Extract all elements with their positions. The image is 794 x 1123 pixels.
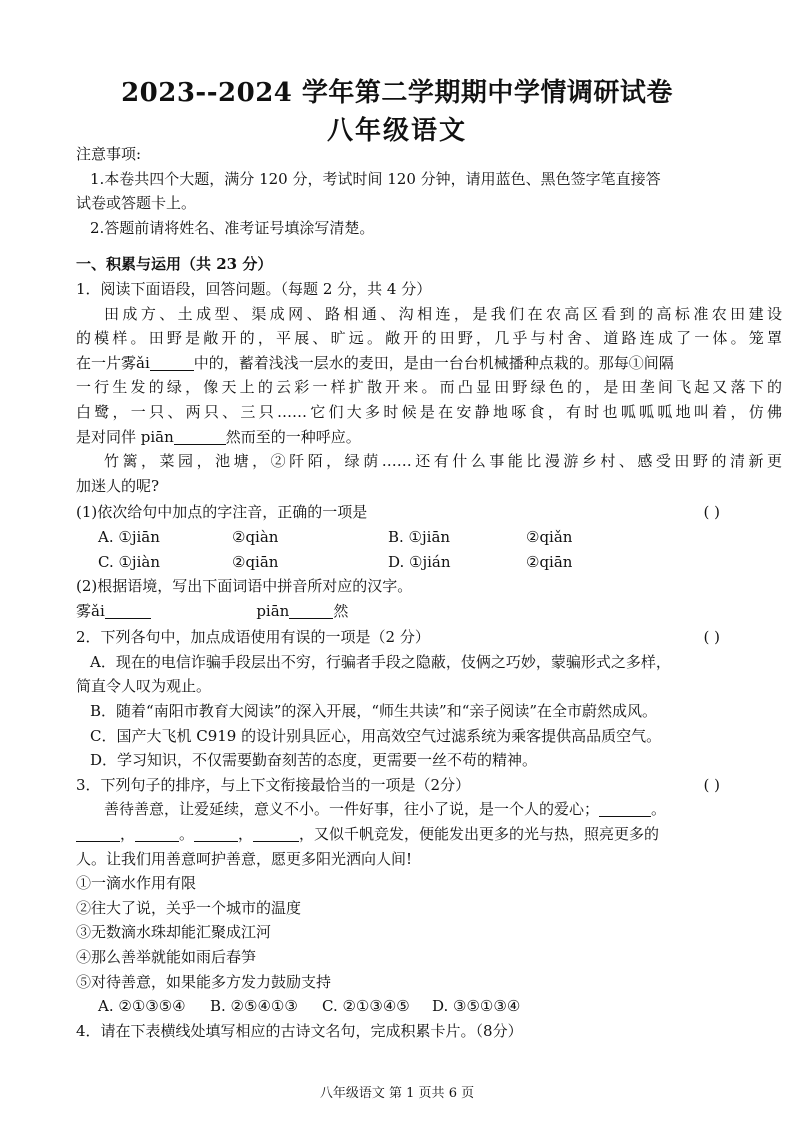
q1-sub1-text: (1)依次给句中加点的字注音，正确的一项是 bbox=[76, 503, 368, 522]
q2-option-c[interactable]: C．国产大飞机 C919 的设计别具匠心，用高效空气过滤系统为乘客提供高品质空气。 bbox=[90, 726, 662, 745]
q2-option-a[interactable]: A．现在的电信诈骗手段层出不穷，行骗者手段之隐蔽，伎俩之巧妙，蒙骗形式之多样， bbox=[90, 652, 671, 671]
q1-stem: 1．阅读下面语段，回答问题。（每题 2 分，共 4 分） bbox=[76, 279, 432, 298]
q1-passage-text: 中的，蓄着浅浅一层水的麦田，是由一台台机械播种点栽的。那每①间隔 bbox=[193, 353, 674, 372]
q1-option-a-2: ②qiàn bbox=[232, 527, 279, 546]
q3-blank-1[interactable] bbox=[599, 800, 651, 817]
q1-option-c[interactable]: C. ①jiàn bbox=[98, 552, 160, 571]
q1-option-b[interactable]: B. ①jiān bbox=[388, 527, 451, 546]
q3-item: ②往大了说，关乎一个城市的温度 bbox=[76, 898, 302, 917]
q3-blank-2[interactable] bbox=[76, 825, 120, 842]
q1-passage-line: 竹篱，菜园，池塘，②阡陌，绿荫……还有什么事能比漫游乡村、感受田野的清新更 bbox=[104, 452, 782, 471]
exam-body bbox=[76, 142, 782, 1043]
q2-stem-row bbox=[76, 625, 782, 650]
q1-option-c-2: ②qiān bbox=[232, 552, 279, 571]
q2-option-b[interactable]: B．随着“南阳市教育大阅读”的深入开展，“师生共读”和“亲子阅读”在全市蔚然成风。 bbox=[90, 702, 658, 721]
q2-option-a-line-2: 简直令人叹为观止。 bbox=[76, 677, 212, 696]
q3-stem-row bbox=[76, 773, 782, 798]
section-1-heading: 一、积累与运用（共 23 分） bbox=[76, 255, 273, 274]
q3-text-line-1 bbox=[76, 797, 782, 822]
q3-text-line-3: 人。让我们用善意呵护善意，愿更多阳光洒向人间! bbox=[76, 849, 413, 868]
q3-stem: 3．下列句子的排序，与上下文衔接最恰当的一项是（2分） bbox=[76, 775, 471, 794]
q1-sub1 bbox=[76, 500, 782, 525]
q3-item: ④那么善举就能如雨后春笋 bbox=[76, 948, 257, 966]
q3-text-end: 。 bbox=[651, 800, 667, 819]
q1-option-d-2: ②qiān bbox=[526, 552, 573, 571]
q3-option-d[interactable]: D. ③⑤①③④ bbox=[432, 997, 521, 1016]
q1-sub2: (2)根据语境，写出下面词语中拼音所对应的汉字。 bbox=[76, 577, 413, 596]
q3-text-line-2 bbox=[76, 822, 782, 847]
q2-answer-paren[interactable]: ( ) bbox=[703, 628, 720, 647]
q1-sub1-options-row-2 bbox=[76, 550, 782, 575]
q2-stem: 2．下列各句中，加点成语使用有误的一项是（2 分） bbox=[76, 628, 430, 647]
q3-options bbox=[76, 994, 782, 1019]
q3-text: 善待善意，让爱延续，意义不小。一件好事，往小了说，是一个人的爱心； bbox=[104, 800, 600, 819]
q1-passage-line: 加迷人的呢? bbox=[76, 476, 160, 495]
q1-sub2-prefix-2: piān bbox=[256, 601, 290, 620]
exam-title: 2023--2024 学年第二学期期中学情调研试卷 bbox=[121, 78, 673, 108]
q1-sub1-options-row-1 bbox=[76, 525, 782, 550]
q3-option-b[interactable]: B. ②⑤④①③ bbox=[210, 997, 298, 1016]
q1-option-d[interactable]: D. ①jián bbox=[388, 552, 451, 571]
q1-passage-text: 然而至的一种呼应。 bbox=[225, 427, 361, 446]
q1-passage-text: 是对同伴 piān bbox=[76, 427, 174, 446]
q3-answer-paren[interactable]: ( ) bbox=[703, 775, 720, 794]
q1-sub2-blank-2[interactable] bbox=[289, 602, 333, 619]
q3-option-a[interactable]: A. ②①③⑤④ bbox=[98, 997, 186, 1016]
q1-sub1-answer-paren[interactable]: ( ) bbox=[703, 503, 720, 522]
q3-item: ⑤对待善意，如果能多方发力鼓励支持 bbox=[76, 972, 332, 991]
notice-item-1-line-2: 试卷或答题卡上。 bbox=[76, 194, 197, 213]
q3-dot: 。 bbox=[179, 825, 195, 844]
q3-item: ③无数滴水珠却能汇聚成江河 bbox=[76, 923, 272, 942]
notice-heading: 注意事项: bbox=[76, 145, 142, 163]
q3-sep: ， bbox=[238, 825, 254, 844]
notice-item-2: 2.答题前请将姓名、准考证号填涂写清楚。 bbox=[90, 218, 375, 237]
q3-item: ①一滴水作用有限 bbox=[76, 874, 197, 893]
q1-sub2-blank-1[interactable] bbox=[105, 602, 151, 619]
page-footer: 八年级语文 第 1 页共 6 页 bbox=[319, 1086, 475, 1101]
q3-blank-4[interactable] bbox=[194, 825, 238, 842]
q1-passage-line bbox=[76, 425, 782, 450]
q1-sub2-suffix-2: 然 bbox=[333, 601, 349, 620]
q1-passage-line: 田成方、土成型、渠成网、路相通、沟相连，是我们在农高区看到的高标准农田建设 bbox=[104, 304, 782, 323]
q1-option-b-2: ②qiǎn bbox=[526, 527, 573, 546]
notice-item-1-line-1: 1.本卷共四个大题，满分 120 分，考试时间 120 分钟，请用蓝色、黑色签字笔直接答 bbox=[90, 169, 661, 188]
q1-passage-line: 白鹭，一只、两只、三只……它们大多时候是在安静地啄食，有时也呱呱呱地叫着，仿佛 bbox=[76, 402, 782, 421]
q1-passage-blank-2[interactable] bbox=[174, 428, 226, 445]
q1-sub2-prefix-1: 雾ǎi bbox=[76, 601, 105, 620]
q3-option-c[interactable]: C. ②①③④⑤ bbox=[322, 997, 410, 1016]
q4-stem: 4．请在下表横线处填写相应的古诗文名句，完成积累卡片。（8分） bbox=[76, 1021, 523, 1040]
q3-blank-3[interactable] bbox=[135, 825, 179, 842]
q3-blank-5[interactable] bbox=[253, 825, 299, 842]
q3-sep: ， bbox=[120, 825, 136, 844]
q1-passage-blank-1[interactable] bbox=[150, 354, 194, 371]
q2-option-d[interactable]: D．学习知识，不仅需要勤奋刻苦的态度，更需要一丝不苟的精神。 bbox=[90, 751, 538, 770]
q1-passage-text: 在一片雾ǎi bbox=[76, 353, 150, 372]
q1-passage-line bbox=[76, 351, 782, 376]
q1-option-a[interactable]: A. ①jiān bbox=[98, 527, 160, 546]
q1-passage-line: 的模样。田野是敞开的，平展、旷远。敞开的田野，几乎与村舍、道路连成了一体。笼罩 bbox=[76, 329, 782, 348]
q1-passage-line: 一行生发的绿，像天上的云彩一样扩散开来。而凸显田野绿色的，是田垄间飞起又落下的 bbox=[76, 378, 782, 397]
q3-text-tail: ，又似千帆竞发，便能发出更多的光与热，照亮更多的 bbox=[299, 825, 660, 844]
exam-subject: 八年级语文 bbox=[326, 116, 467, 146]
q1-sub2-answers bbox=[76, 599, 782, 624]
